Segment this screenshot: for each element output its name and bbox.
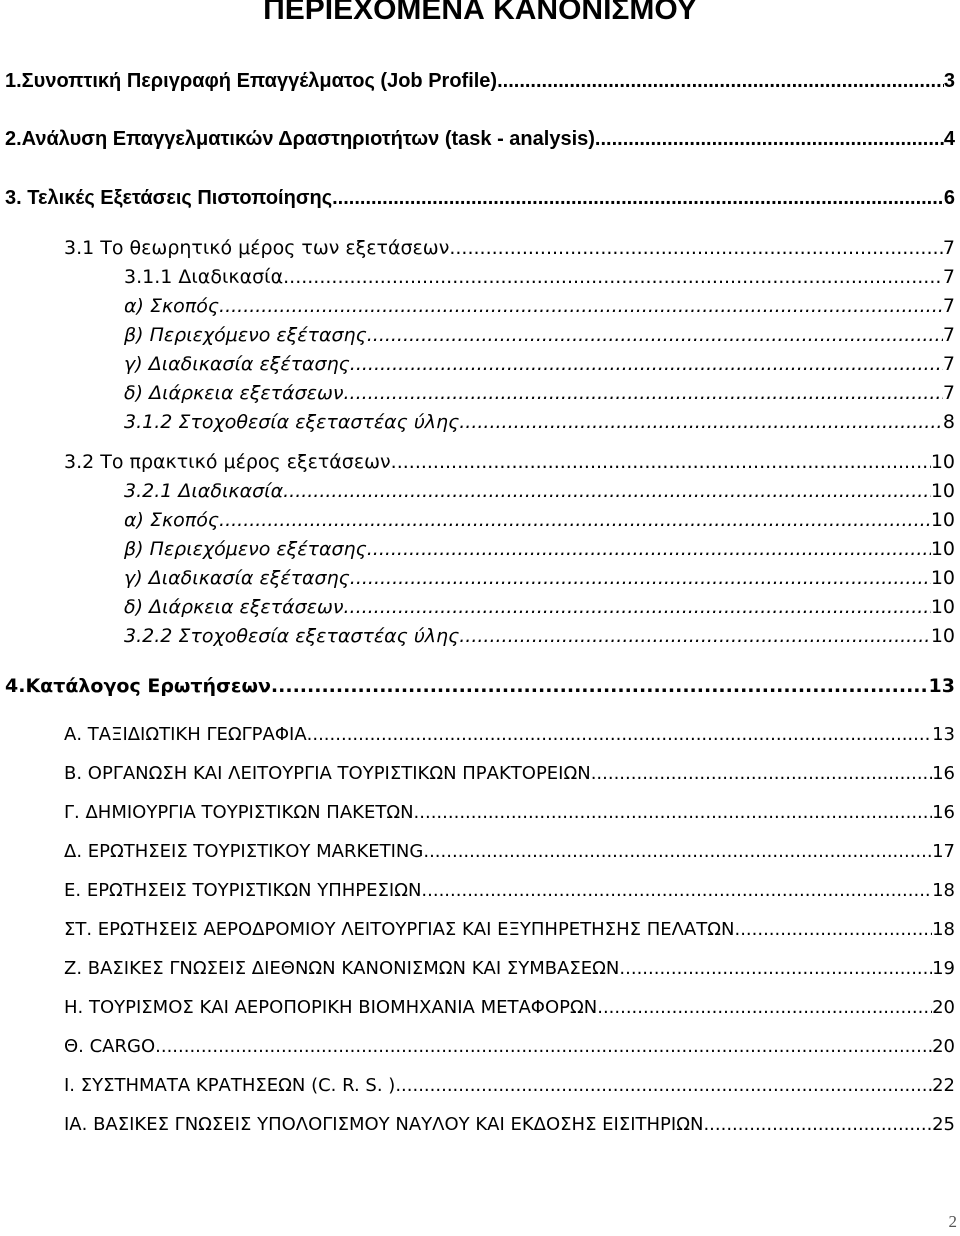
dot-leader	[619, 956, 932, 982]
dot-leader	[283, 478, 931, 504]
toc-entry-page: 10	[930, 451, 955, 473]
toc-entry-d[interactable]	[124, 594, 955, 620]
toc-entry-page: 7	[942, 353, 955, 375]
toc-entry-3-1-1[interactable]	[124, 264, 955, 290]
dot-leader	[350, 565, 931, 591]
toc-entry-label: Γ. ΔΗΜΙΟΥΡΓΙΑ ΤΟΥΡΙΣΤΙΚΩΝ ΠΑΚΕΤΩΝ	[64, 802, 414, 823]
toc-entry-page: 25	[932, 1114, 955, 1135]
toc-entry-c[interactable]	[124, 351, 955, 377]
dot-leader	[343, 380, 942, 406]
toc-entry-label: Ι. ΣΥΣΤΗΜΑΤΑ ΚΡΑΤΗΣΕΩΝ (C. R. S. )	[64, 1075, 396, 1096]
dot-leader	[367, 322, 943, 348]
dot-leader	[459, 409, 943, 435]
toc-entry-1[interactable]	[5, 68, 955, 94]
toc-entry-label: β) Περιεχόμενο εξέτασης	[124, 538, 367, 560]
toc-entry-TH[interactable]	[64, 1034, 955, 1060]
toc-entry-page: 7	[942, 382, 955, 404]
toc-entry-3-2-2[interactable]	[124, 623, 955, 649]
toc-entry-page: 6	[943, 187, 955, 209]
toc-entry-IA[interactable]	[64, 1112, 955, 1138]
toc-entry-label: 3.2.2 Στοχοθεσία εξεταστέας ύλης	[124, 625, 460, 647]
toc-entry-label: Η. ΤΟΥΡΙΣΜΟΣ ΚΑΙ ΑΕΡΟΠΟΡΙΚΗ ΒΙΟΜΗΧΑΝΙΑ ΜΕΤΑΦΟΡΩΝ	[64, 997, 598, 1018]
dot-leader	[219, 507, 931, 533]
toc-entry-page: 22	[932, 1075, 955, 1096]
toc-entry-E[interactable]	[64, 878, 955, 904]
toc-entry-A[interactable]	[64, 722, 955, 748]
dot-leader	[343, 594, 930, 620]
toc-entry-3-2-1[interactable]	[124, 478, 955, 504]
dot-leader	[703, 1112, 932, 1138]
toc-entry-B[interactable]	[64, 761, 955, 787]
toc-entry-label: Β. ΟΡΓΑΝΩΣΗ ΚΑΙ ΛΕΙΤΟΥΡΓΙΑ ΤΟΥΡΙΣΤΙΚΩΝ ΠΡΑΚΤΟΡΕΙΩΝ	[64, 763, 591, 784]
toc-entry-I[interactable]	[64, 1073, 955, 1099]
toc-entry-label: Δ. ΕΡΩΤΗΣΕΙΣ ΤΟΥΡΙΣΤΙΚΟΥ MARKETING	[64, 841, 424, 862]
toc-entry-a[interactable]	[124, 507, 955, 533]
toc-entry-Z[interactable]	[64, 956, 955, 982]
dot-leader	[734, 917, 932, 943]
dot-leader	[367, 536, 931, 562]
toc-entry-page: 3	[943, 70, 955, 92]
toc-entry-label: 3. Τελικές Εξετάσεις Πιστοποίησης	[5, 187, 333, 209]
toc-entry-label: 3.2 Το πρακτικό μέρος εξετάσεων	[64, 451, 391, 473]
toc-entry-b[interactable]	[124, 536, 955, 562]
dot-leader	[449, 235, 943, 261]
dot-leader	[595, 126, 944, 152]
toc-entry-page: 8	[942, 411, 955, 433]
toc-entry-page: 20	[932, 997, 955, 1018]
dot-leader	[155, 1034, 932, 1060]
toc-entry-page: 20	[932, 1036, 955, 1057]
toc-entry-H[interactable]	[64, 995, 955, 1021]
toc-entry-page: 7	[942, 324, 955, 346]
toc-entry-page: 10	[930, 596, 955, 618]
toc-entry-ST[interactable]	[64, 917, 955, 943]
toc-entry-label: γ) Διαδικασία εξέτασης	[124, 567, 350, 589]
toc-entry-page: 4	[943, 128, 955, 150]
toc-entry-page: 10	[930, 625, 955, 647]
toc-entry-label: 4.Κατάλογος Ερωτήσεων	[5, 675, 271, 697]
toc-entry-label: δ) Διάρκεια εξετάσεων	[124, 382, 344, 404]
toc-entry-label: Ζ. ΒΑΣΙΚΕΣ ΓΝΩΣΕΙΣ ΔΙΕΘΝΩΝ ΚΑΝΟΝΙΣΜΩΝ ΚΑΙ ΣΥΜΒΑΣΕΩΝ	[64, 958, 620, 979]
toc-entry-label: ΙΑ. ΒΑΣΙΚΕΣ ΓΝΩΣΕΙΣ ΥΠΟΛΟΓΙΣΜΟΥ ΝΑΥΛΟΥ ΚΑΙ ΕΚΔΟΣΗΣ ΕΙΣΙΤΗΡΙΩΝ	[64, 1114, 704, 1135]
dot-leader	[395, 1073, 932, 1099]
toc-entry-page: 18	[932, 919, 955, 940]
toc-entry-D[interactable]	[64, 839, 955, 865]
dot-leader	[307, 722, 932, 748]
dot-leader	[423, 839, 932, 865]
toc-entry-page: 10	[930, 538, 955, 560]
dot-leader	[421, 878, 932, 904]
toc-entry-page: 7	[942, 266, 955, 288]
toc-entry-page: 10	[930, 509, 955, 531]
toc-entry-page: 13	[932, 724, 955, 745]
toc-entry-page: 7	[942, 237, 955, 259]
dot-leader	[332, 185, 944, 211]
toc-entry-d[interactable]	[124, 380, 955, 406]
dot-leader	[591, 761, 932, 787]
toc-entry-3[interactable]	[5, 185, 955, 211]
toc-entry-page: 10	[930, 567, 955, 589]
toc-entry-label: δ) Διάρκεια εξετάσεων	[124, 596, 344, 618]
dot-leader	[391, 449, 931, 475]
toc-entry-label: α) Σκοπός	[124, 509, 220, 531]
toc-entry-C[interactable]	[64, 800, 955, 826]
toc-entry-label: ΣΤ. ΕΡΩΤΗΣΕΙΣ ΑΕΡΟΔΡΟΜΙΟΥ ΛΕΙΤΟΥΡΓΙΑΣ ΚΑΙ ΕΞΥΠΗΡΕΤΗΣΗΣ ΠΕΛΑΤΩΝ	[64, 919, 735, 940]
dot-leader	[597, 995, 932, 1021]
toc-entry-label: 3.1.1 Διαδικασία	[124, 266, 284, 288]
toc-entry-label: 3.1.2 Στοχοθεσία εξεταστέας ύλης	[124, 411, 460, 433]
toc-entry-page: 16	[932, 763, 955, 784]
toc-entry-page: 19	[932, 958, 955, 979]
toc-entry-label: α) Σκοπός	[124, 295, 220, 317]
toc-entry-2[interactable]	[5, 126, 955, 152]
toc-entry-page: 10	[930, 480, 955, 502]
dot-leader	[271, 673, 929, 699]
toc-entry-3-1-2[interactable]	[124, 409, 955, 435]
toc-entry-page: 17	[932, 841, 955, 862]
toc-entry-b[interactable]	[124, 322, 955, 348]
toc-entry-page: 18	[932, 880, 955, 901]
toc-entry-page: 7	[942, 295, 955, 317]
toc-entry-4[interactable]	[5, 673, 955, 699]
toc-entry-label: 2.Ανάλυση Επαγγελματικών Δραστηριοτήτων (task - analysis)	[5, 128, 595, 150]
page-number: 2	[948, 1212, 957, 1231]
toc-entry-label: 3.2.1 Διαδικασία	[124, 480, 284, 502]
toc-entry-3-2[interactable]	[64, 449, 955, 475]
toc-entry-label: Ε. ΕΡΩΤΗΣΕΙΣ ΤΟΥΡΙΣΤΙΚΩΝ ΥΠΗΡΕΣΙΩΝ	[64, 880, 422, 901]
dot-leader	[219, 293, 943, 319]
toc-entry-label: γ) Διαδικασία εξέτασης	[124, 353, 350, 375]
toc-entry-a[interactable]	[124, 293, 955, 319]
dot-leader	[414, 800, 933, 826]
toc-entry-label: Θ. CARGO	[64, 1036, 156, 1057]
toc-entry-label: 3.1 Το θεωρητικό μέρος των εξετάσεων	[64, 237, 450, 259]
page-title: ΠΕΡΙΕΧΟΜΕΝΑ ΚΑΝΟΝΙΣΜΟΥ	[263, 0, 697, 26]
dot-leader	[459, 623, 931, 649]
toc-entry-page: 16	[932, 802, 955, 823]
toc-entry-label: 1.Συνοπτική Περιγραφή Επαγγέλματος (Job Profile)	[5, 70, 498, 92]
dot-leader	[350, 351, 943, 377]
dot-leader	[283, 264, 943, 290]
toc-entry-c[interactable]	[124, 565, 955, 591]
toc-entry-label: β) Περιεχόμενο εξέτασης	[124, 324, 367, 346]
toc-entry-3-1[interactable]	[64, 235, 955, 261]
dot-leader	[497, 68, 944, 94]
toc-entry-label: Α. ΤΑΞΙΔΙΩΤΙΚΗ ΓΕΩΓΡΑΦΙΑ	[64, 724, 307, 745]
toc-entry-page: 13	[928, 675, 955, 697]
